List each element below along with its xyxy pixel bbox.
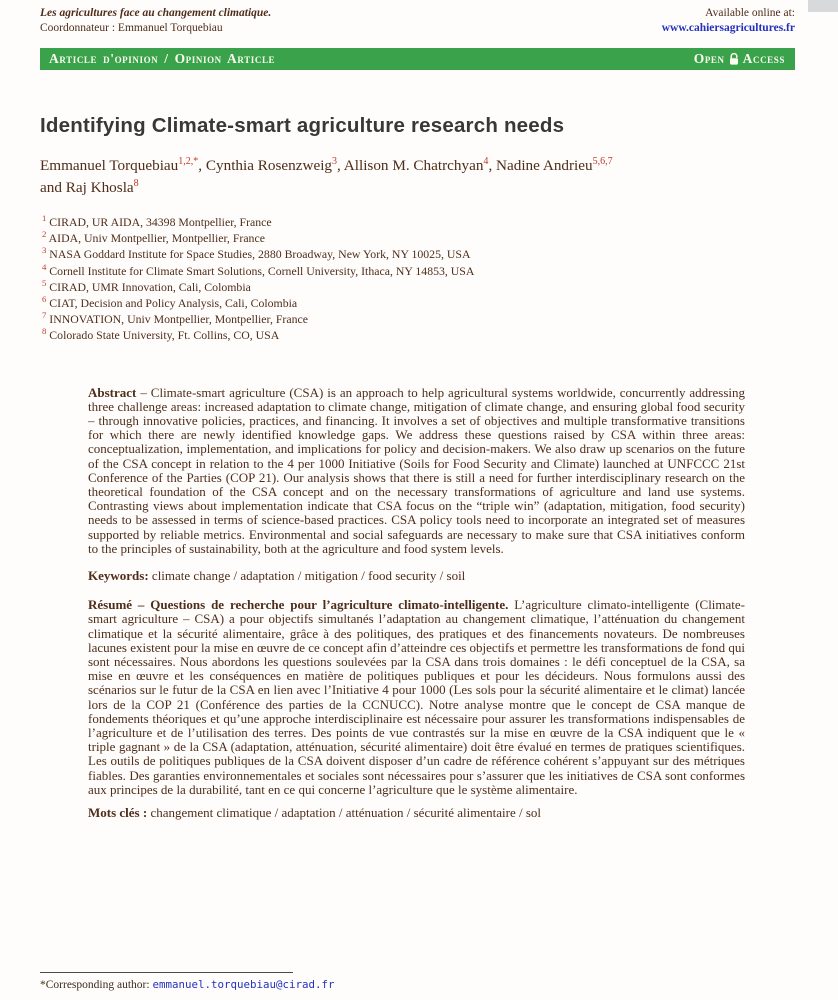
affiliations-list (42, 214, 798, 344)
resume-section (88, 598, 745, 797)
affiliation-item: $^4$ Cornell Institute for Climate Smart Solutions, Cornell University, Ithaca, NY 14853, USA (42, 261, 475, 278)
resume-text: L’agriculture climato-intelligente (Climate-smart agriculture – CSA) a pour objectifs simultanés l’adaptation au changement climatique, l’atténuation du changement climatique et la sécurité alimentaire, grâce à des politiques, des pratiques et des financements novateurs. De nombreuses lacunes existent pour la mise en œuvre de ce concept afin d’atteindre ces objectifs et permettre les transformations de fond qui sont nécessaires. Nous abordons les questions soulevées par la CSA dans trois domaines : le défi conceptuel de la CSA, sa mise en œuvre et les conséquences en matière de politiques publiques et pour les décideurs. Nous formulons aussi des scénarios sur le futur de la CSA en lien avec l’Initiative 4 pour 1000 (Les sols pour la sécurité alimentaire et le climat) lancée lors de la COP 21 (Conférence des parties de la CCNUCC). Notre analyse montre que le concept de CSA manque de fondements théoriques et qu’une approche interdisciplinaire est nécessaire pour assurer les transformations indispensables de l’agriculture et de l’utilisation des terres. Des points de vue contrastés sur la mise en œuvre de la CSA indiquent que le « triple gagnant » de la CSA (adaptation, atténuation, sécurité alimentaire) doit être évalué en termes de pratiques scientifiques. Les outils de politiques publiques de la CSA doivent disposer d’un cadre de référence cohérent s’appuyant sur des métriques fiables. Des garanties environnementales et sociales sont nécessaires pour s’assurer que les initiatives de CSA sont conformes aux principes de la durabilité, tant en ce qui concerne l’agriculture que le système alimentaire. (88, 597, 746, 797)
author-name: Allison M. Chatrchyan (343, 156, 484, 174)
journal-coordinator: Coordonnateur : Emmanuel Torquebiau (40, 21, 223, 34)
affiliation-number: 1 (42, 213, 47, 224)
affiliation-item: $^7$ INNOVATION, Univ Montpellier, Montpellier, France (42, 310, 308, 327)
author-name: Raj Khosla (65, 178, 134, 196)
affiliation-number: 4 (42, 261, 47, 272)
journal-website-link[interactable]: www.cahiersagricultures.fr (661, 21, 795, 34)
mots-cles-text: changement climatique / adaptation / atténuation / sécurité alimentaire / sol (150, 805, 542, 821)
open-lock-icon (728, 52, 740, 66)
affiliation-number: 3 (42, 245, 47, 256)
article-type-banner (40, 48, 795, 70)
affiliation-item: $^2$ AIDA, Univ Montpellier, Montpellier, France (42, 229, 265, 246)
footnote-rule (40, 972, 293, 973)
article-title: Identifying Climate-smart agriculture research needs (40, 113, 565, 137)
abstract-text: – Climate-smart agriculture (CSA) is an approach to help agricultural systems worldwide, concurrently addressing three challenge areas: increased adaptation to climate change, mitigation of climate change, and ensuring global food security – through innovative policies, practices, and financing. It involves a set of objectives and multiple transformative transitions for which there are newly identified knowledge gaps. We address these questions raised by CSA within three areas: conceptualization, implementation, and implications for policy and decision-makers. We also draw up scenarios on the future of the CSA concept in relation to the 4 per 1000 Initiative (Soils for Food Security and Climate) launched at UNFCCC 21st Conference of the Parties (COP 21). Our analysis shows that there is still a need for further interdisciplinary research on the theoretical foundation of the CSA concept and on the necessary transformations of agriculture and land use systems. Contrasting views about implementation indicate that CSA focus on the “triple win” (adaptation, mitigation, food security) needs to be assessed in terms of science-based practices. CSA policy tools need to incorporate an integrated set of measures supported by reliable metrics. Environmental and social safeguards are necessary to make sure that CSA initiatives conform to the principles of sustainability, both at the agriculture and food system levels. (88, 384, 746, 556)
author-affiliation-superscript: 5,6,7 (592, 155, 613, 167)
authors-block (40, 155, 768, 199)
availability-info (662, 6, 795, 36)
article-type-label: Article d'opinion / Opinion Article (49, 50, 276, 66)
authors-line-2: and Raj Khosla$^8$ (40, 177, 139, 196)
available-online-label: Available online at: (705, 7, 795, 19)
affiliation-number: 6 (42, 294, 47, 305)
author-name: Emmanuel Torquebiau (40, 156, 179, 174)
abstract-section (88, 386, 745, 556)
mots-cles-label: Mots clés : (88, 805, 148, 821)
author-affiliation-superscript: 1,2,* (178, 155, 199, 167)
open-access-badge (694, 51, 785, 67)
page-header (40, 6, 795, 36)
author-name: Cynthia Rosenzweig (205, 156, 333, 174)
mots-cles-section (88, 806, 745, 820)
affiliation-number: 2 (42, 229, 47, 240)
affiliation-number: 5 (42, 277, 47, 288)
authors-line-1: Emmanuel Torquebiau$^{1,2,*}$, Cynthia Rosenzweig$^3$, Allison M. Chatrchyan$^4$, Nadine Andrieu$^{5,6,7}$ (40, 155, 613, 174)
keywords-label: Keywords: (88, 568, 149, 583)
resume-label: Résumé – Questions de recherche pour l’agriculture climato-intelligente. (88, 597, 509, 613)
affiliation-item: $^1$ CIRAD, UR AIDA, 34398 Montpellier, France (42, 213, 272, 229)
author-affiliation-superscript: 8 (133, 177, 139, 189)
open-access-open-label: Open (693, 50, 725, 66)
footnote (40, 972, 334, 991)
abstract-label: Abstract (88, 384, 137, 400)
open-access-access-label: Access (742, 50, 785, 66)
author-affiliation-superscript: 4 (483, 155, 489, 167)
author-name: Nadine Andrieu (496, 156, 593, 174)
corresponding-author-label: *Corresponding author: (40, 979, 150, 991)
page-corner-artifact (808, 0, 838, 12)
affiliation-item: $^8$ Colorado State University, Ft. Collins, CO, USA (42, 326, 280, 343)
affiliation-item: $^6$ CIAT, Decision and Policy Analysis, Cali, Colombia (42, 294, 298, 310)
affiliation-item: $^3$ NASA Goddard Institute for Space Studies, 2880 Broadway, New York, NY 10025, USA (42, 245, 471, 262)
corresponding-author-email-link[interactable]: emmanuel.torquebiau@cirad.fr (152, 978, 335, 991)
author-affiliation-superscript: 3 (332, 155, 338, 167)
affiliation-item: $^5$ CIRAD, UMR Innovation, Cali, Colombia (42, 277, 251, 294)
affiliation-number: 8 (42, 326, 47, 337)
keywords-section (88, 569, 745, 583)
journal-info (40, 6, 271, 36)
affiliation-number: 7 (42, 310, 47, 321)
journal-series-title: Les agricultures face au changement climatique. (40, 7, 272, 19)
keywords-text: climate change / adaptation / mitigation / food security / soil (151, 568, 466, 583)
